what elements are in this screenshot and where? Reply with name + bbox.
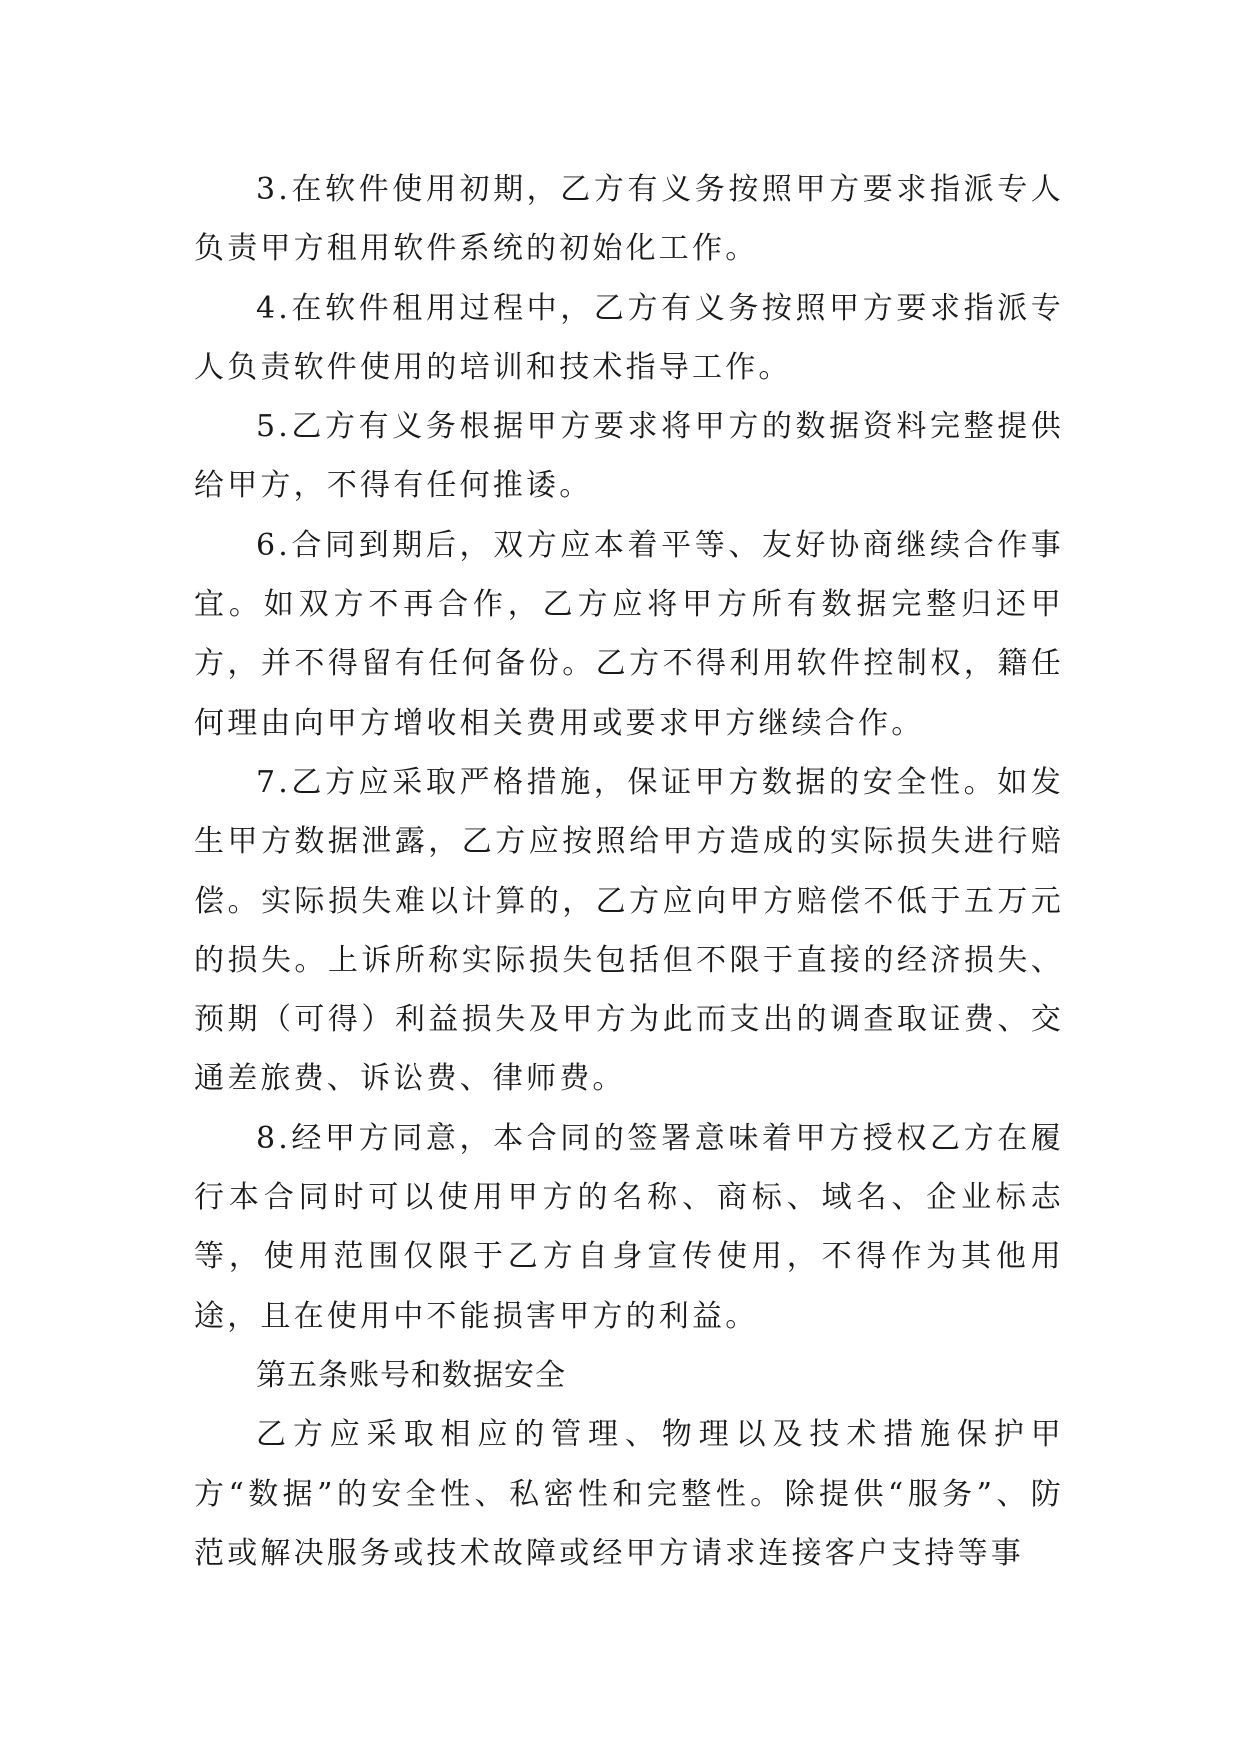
clause-paragraph-3: 3.在软件使用初期，乙方有义务按照甲方要求指派专人负责甲方租用软件系统的初始化工作。 bbox=[194, 172, 1064, 267]
clause-paragraph-6: 6.合同到期后，双方应本着平等、友好协商继续合作事宜。如双方不再合作，乙方应将甲方所有数据完整归还甲方，并不得留有任何备份。乙方不得利用软件控制权，籍任何理由向甲方增收相关费用或要求甲方继续合作。 bbox=[194, 527, 1064, 741]
clause-paragraph-4: 4.在软件租用过程中，乙方有义务按照甲方要求指派专人负责软件使用的培训和技术指导工作。 bbox=[194, 290, 1064, 385]
clause-paragraph-5: 5.乙方有义务根据甲方要求将甲方的数据资料完整提供给甲方，不得有任何推诿。 bbox=[194, 409, 1064, 504]
section-heading: 第五条账号和数据安全 bbox=[256, 1357, 566, 1393]
clause-paragraph-7: 7.乙方应采取严格措施，保证甲方数据的安全性。如发生甲方数据泄露，乙方应按照给甲方造成的实际损失进行赔偿。实际损失难以计算的，乙方应向甲方赔偿不低于五万元的损失。上诉所称实际损失包括但不限于直接的经济损失、预期（可得）利益损失及甲方为此而支出的调查取证费、交通差旅费、诉讼费、律师费。 bbox=[194, 764, 1064, 1097]
document-body bbox=[194, 160, 1064, 1583]
clause-paragraph-8: 8.经甲方同意，本合同的签署意味着甲方授权乙方在履行本合同时可以使用甲方的名称、商标、域名、企业标志等，使用范围仅限于乙方自身宣传使用，不得作为其他用途，且在使用中不能损害甲方的利益。 bbox=[194, 1120, 1064, 1334]
section-paragraph: 乙方应采取相应的管理、物理以及技术措施保护甲方“数据”的安全性、私密性和完整性。除提供“服务”、防范或解决服务或技术故障或经甲方请求连接客户支持等事 bbox=[194, 1417, 1064, 1571]
